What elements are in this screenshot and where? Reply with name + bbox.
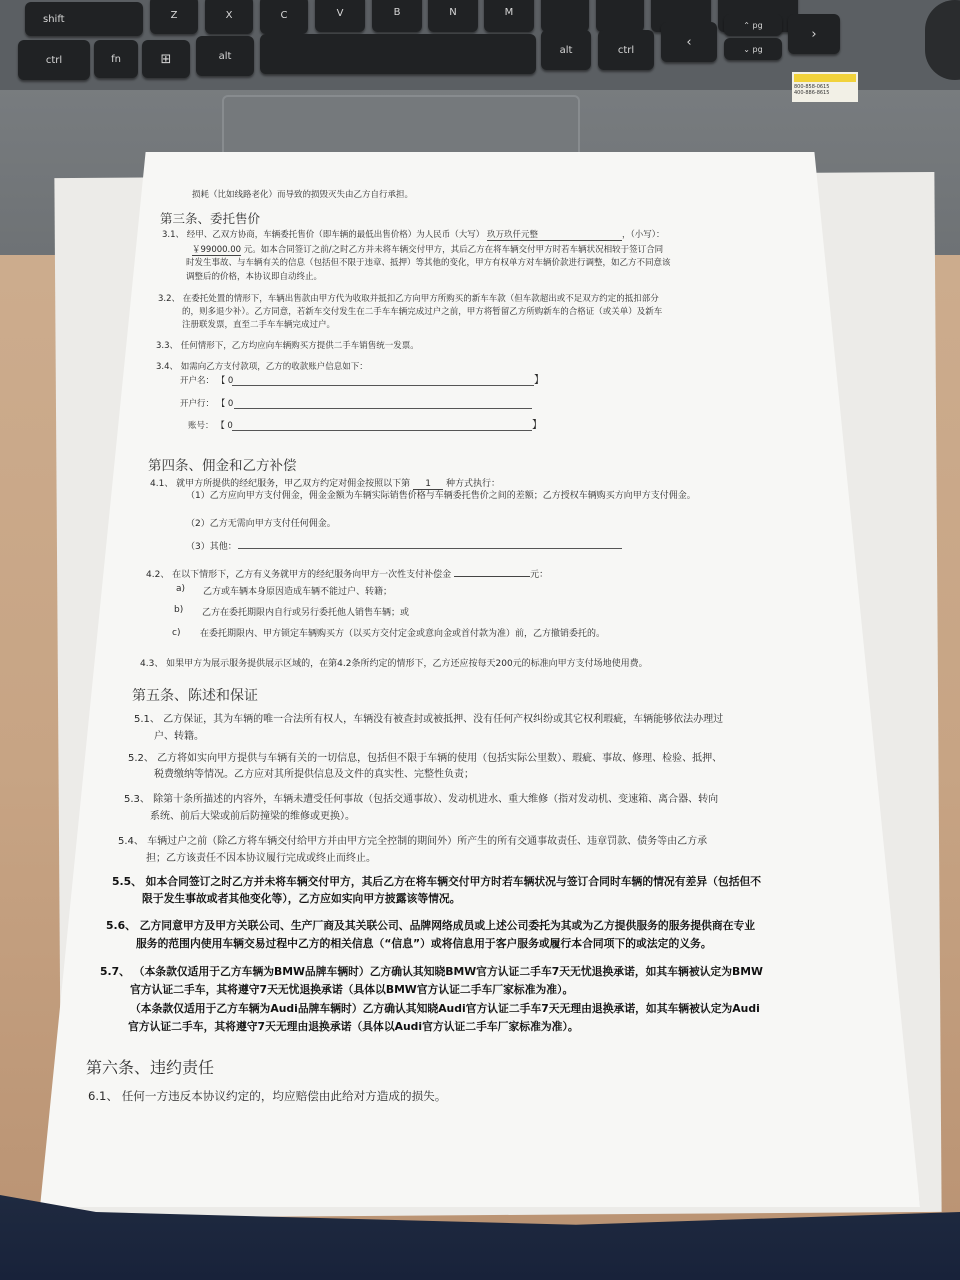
arrow-down-key[interactable]: ⌄ pg [724,38,782,60]
x-key[interactable]: X [205,0,253,34]
compensation-blank [454,576,530,577]
m-key[interactable]: M [484,0,534,32]
price-in-figures: ￥99000.00 [192,245,242,255]
bracket-close: 】 [534,375,544,386]
arrow-up-key[interactable]: ⌃ pg [724,14,782,36]
clause-5-6-line2: 服务的范围内使用车辆交易过程中乙方的相关信息（“信息”）或将信息用于客户服务或履行本合同项下的或法定的义务。 [136,937,712,950]
clause-5-2: 5.2、 乙方将如实向甲方提供与车辆有关的一切信息，包括但不限于车辆的使用（包括实际公里数）、瑕疵、事故、修理、检验、抵押、 [128,753,723,764]
clause-5-1: 5.1、 乙方保证，其为车辆的唯一合法所有权人，车辆没有被查封或被抵押、没有任何产权纠纷或其它权利瑕疵，车辆能够依法办理过 [134,714,724,725]
commission-option-1: （1）乙方应向甲方支付佣金，佣金金额为车辆实际销售价格与车辆委托售价之间的差额；乙方授权车辆购买方向甲方支付佣金。 [186,491,696,501]
clause-5-3: 5.3、 除第十条所描述的内容外，车辆未遭受任何事故（包括交通事故）、发动机进水、重大维修（指对发动机、变速箱、离合器、转向 [124,794,719,805]
account-no-underline [232,430,532,431]
c-key[interactable]: C [260,0,308,34]
clause-5-6: 5.6、 乙方同意甲方及甲方关联公司、生产厂商及其关联公司、品牌网络成员或上述公司委托为其或为乙方提供服务的服务提供商在专业 [106,919,756,932]
account-no-row: 账号： 【 0 [188,421,233,431]
clause-3-3: 3.3、 任何情形下，乙方均应向车辆购买方提供二手车销售统一发票。 [156,341,419,351]
ctrl-left-key[interactable]: ctrl [18,40,90,80]
clause-5-7-line2: 官方认证二手车，其将遵守7天无忧退换承诺（具体以BMW官方认证二手车厂家标准为准）。 [130,983,574,996]
clause-5-4-line2: 担；乙方该责任不因本协议履行完成或终止而终止。 [146,853,376,864]
windows-icon: ⊞ [160,51,172,67]
alt-left-key[interactable]: alt [196,36,254,76]
clause-3-2-line3: 注册联发票，直至二手车车辆完成过户。 [182,320,336,330]
clause-3-1-line3: 时发生事故、与车辆有关的信息（包括但不限于违章、抵押）等其他的变化，甲方有权单方对车辆价款进行调整，如乙方不同意该 [186,258,671,268]
bank-underline [234,408,532,409]
clause-5-5-line2: 限于发生事故或者其他变化等），乙方应如实向甲方披露该等情况。 [142,892,461,905]
article3-title: 第三条、委托售价 [160,211,261,226]
article5-title: 第五条、陈述和保证 [132,688,258,704]
item-b-text: 乙方在委托期限内自行或另行委托他人销售车辆；或 [202,608,410,618]
chevron-down-icon: ⌄ [743,44,753,54]
option-3-underline [238,548,622,549]
bracket-close: 】 [532,420,542,431]
support-sticker: 800-858-0615 400-886-8615 [792,72,858,102]
clause-5-7-line4: 官方认证二手车，其将遵守7天无理由退换承诺（具体以Audi官方认证二手车厂家标准为准）。 [128,1020,579,1033]
z-key[interactable]: Z [150,0,198,34]
v-key[interactable]: V [315,0,365,32]
clause-5-5: 5.5、 如本合同签订之时乙方并未将车辆交付甲方，其后乙方在将车辆交付甲方时若车辆状况与签订合同时车辆的情况有差异（包括但不 [112,875,762,888]
commission-option-2: （2）乙方无需向甲方支付任何佣金。 [186,519,336,529]
clause-5-7: 5.7、 （本条款仅适用于乙方车辆为BMW品牌车辆时）乙方确认其知晓BMW官方认证二手车7天无忧退换承诺，如其车辆被认定为BMW [100,965,763,978]
clause-5-7-line3: （本条款仅适用于乙方车辆为Audi品牌车辆时）乙方确认其知晓Audi官方认证二手车7天无理由退换承诺，如其车辆被认定为Audi [130,1002,760,1015]
item-a-text: 乙方或车辆本身原因造成车辆不能过户、转籍； [203,587,393,597]
clause-3-2: 3.2、 在委托处置的情形下，车辆出售款由甲方代为收取并抵扣乙方向甲方所购买的新车车款（但车款超出或不足双方约定的抵扣部分 [158,294,659,304]
commission-option-3: （3）其他： [186,542,237,552]
account-name-row: 开户名： 【 0 [180,376,234,386]
clause-3-1: 3.1、 经甲、乙双方协商，车辆委托售价（即车辆的最低出售价格）为人民币（大写） 玖万玖仟元整 ，（小写）： [162,230,665,240]
clause-4-3: 4.3、 如果甲方为展示服务提供展示区域的，在第4.2条所约定的情形下，乙方还应按每天200元的标准向甲方支付场地使用费。 [140,659,648,669]
bank-row: 开户行： 【 0 [180,399,234,409]
clause-3-4: 3.4、 如需向乙方支付款项，乙方的收款账户信息如下： [156,362,368,372]
clause-5-2-line2: 税费缴纳等情况。乙方应对其所提供信息及文件的真实性、完整性负责； [154,769,474,780]
arrow-left-icon: ‹ [686,34,692,50]
price-in-words: 玖万玖仟元整 [487,228,622,241]
account-name-underline [232,385,534,386]
item-mark-b: b) [174,605,184,615]
clause-5-4: 5.4、 车辆过户之前（除乙方将车辆交付给甲方并由甲方完全控制的期间外）所产生的所有交通事故责任、违章罚款、债务等由乙方承 [118,836,708,847]
clause-4-2: 4.2、 在以下情形下，乙方有义务就甲方的经纪服务向甲方一次性支付补偿金 元： [146,570,549,580]
alt-right-key[interactable]: alt [541,30,591,70]
clause-4-1: 4.1、 就甲方所提供的经纪服务，甲乙双方约定对佣金按照以下第 1 种方式执行： [150,479,500,489]
commission-option-number: 1 [413,479,443,490]
clause-6-1: 6.1、 任何一方违反本协议约定的，均应赔偿由此给对方造成的损失。 [88,1089,447,1103]
clause-3-2-line2: 的，则多退少补）。乙方同意，若新车交付发生在二手车车辆完成过户之前，甲方将暂留乙方所购新车的合格证（或关单）及新车 [182,307,663,317]
clause-5-3-line2: 系统、前后大梁或前后防撞梁的维修或更换）。 [150,811,355,822]
clause-3-1-line4: 调整后的价格，本协议即自动终止。 [186,272,323,282]
item-mark-a: a) [176,584,186,594]
article6-title: 第六条、违约责任 [86,1058,215,1077]
chevron-up-icon: ⌃ [743,20,753,30]
b-key[interactable]: B [372,0,422,32]
clause-3-1-line2: ￥99000.00 元。如本合同签订之前/之时乙方并未将车辆交付甲方，其后乙方在将车辆交付甲方时若车辆状况相较于签订合同 [192,245,664,255]
item-mark-c: c) [172,628,181,638]
article4-title: 第四条、佣金和乙方补偿 [148,458,297,474]
ctrl-right-key[interactable]: ctrl [598,30,654,70]
shift-key[interactable]: shift [25,2,143,36]
clause-5-1-line2: 户、转籍。 [154,731,204,742]
n-key[interactable]: N [428,0,478,32]
intro-text: 损耗（比如线路老化）而导致的损毁灭失由乙方自行承担。 [192,190,414,200]
fn-key[interactable]: fn [94,40,138,78]
arrow-right-icon: › [811,26,817,42]
item-c-text: 在委托期限内、甲方锁定车辆购买方（以买方交付定金或意向金或首付款为准）前，乙方撤销委托的。 [200,629,606,639]
